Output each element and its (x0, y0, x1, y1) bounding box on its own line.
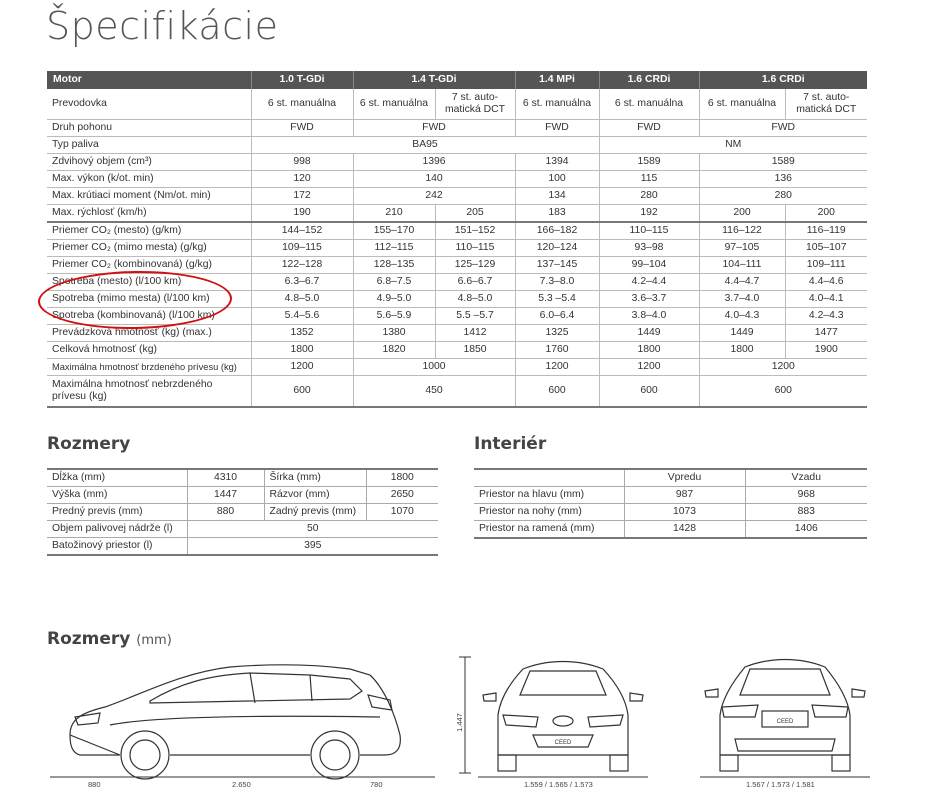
cell: 200 (785, 205, 867, 223)
table-row (47, 538, 438, 556)
dim-value: 1070 (366, 504, 438, 521)
interior-value: 968 (745, 487, 867, 504)
cell: 4.0–4.3 (699, 308, 785, 325)
cell: 1820 (353, 342, 435, 359)
cell: 1850 (435, 342, 515, 359)
cell: 600 (515, 376, 599, 408)
table-row (47, 308, 867, 325)
table-row (474, 504, 867, 521)
dim-label: Šírka (mm) (264, 469, 366, 487)
cell: FWD (251, 120, 353, 137)
cell: 5.5 –5.7 (435, 308, 515, 325)
cell: 1589 (699, 154, 867, 171)
interior-corner (474, 469, 624, 487)
cell: 140 (353, 171, 515, 188)
header-engine: 1.6 CRDi (599, 71, 699, 89)
car-front-view-drawing (478, 655, 648, 780)
cell: 1449 (699, 325, 785, 342)
table-row (47, 222, 867, 240)
table-row (47, 188, 867, 205)
cell: 205 (435, 205, 515, 223)
row-label: Typ paliva (47, 137, 251, 154)
table-row (47, 504, 438, 521)
cell: 1200 (599, 359, 699, 376)
row-label: Priemer CO₂ (kombinovaná) (g/kg) (47, 257, 251, 274)
interior-value: 883 (745, 504, 867, 521)
cell: 242 (353, 188, 515, 205)
interior-value: 1428 (624, 521, 745, 539)
cell: 6.3–6.7 (251, 274, 353, 291)
cell: 3.6–3.7 (599, 291, 699, 308)
interior-value: 1073 (624, 504, 745, 521)
cell: 210 (353, 205, 435, 223)
cell: 6 st. manuálna (599, 89, 699, 120)
page-title: Špecifikácie (46, 4, 279, 48)
interior-heading: Interiér (474, 434, 547, 454)
cell: 6 st. manuálna (353, 89, 435, 120)
table-row (47, 154, 867, 171)
cell: 100 (515, 171, 599, 188)
cell: 5.4–5.6 (251, 308, 353, 325)
cell: 112–115 (353, 240, 435, 257)
cell: 4.8–5.0 (435, 291, 515, 308)
front-badge: CEED (554, 740, 572, 746)
cell: 1396 (353, 154, 515, 171)
dim-label: Batožinový priestor (l) (47, 538, 187, 556)
table-row (47, 342, 867, 359)
cell: 166–182 (515, 222, 599, 240)
cell: NM (599, 137, 867, 154)
col-header: Vzadu (745, 469, 867, 487)
interior-label: Priestor na nohy (mm) (474, 504, 624, 521)
cell: 183 (515, 205, 599, 223)
cell: 4.4–4.6 (785, 274, 867, 291)
cell: 155–170 (353, 222, 435, 240)
cell: 3.8–4.0 (599, 308, 699, 325)
cell: 4.2–4.4 (599, 274, 699, 291)
dim-value: 2650 (366, 487, 438, 504)
cell: 109–111 (785, 257, 867, 274)
table-row (47, 521, 438, 538)
dim-value: 1447 (187, 487, 264, 504)
table-row (47, 376, 867, 408)
cell: BA95 (251, 137, 599, 154)
cell: 6 st. manuálna (515, 89, 599, 120)
dim-value: 1800 (366, 469, 438, 487)
table-row (47, 89, 867, 120)
header-engine: 1.4 T-GDi (353, 71, 515, 89)
cell: 280 (699, 188, 867, 205)
cell: 7.3–8.0 (515, 274, 599, 291)
interior-label: Priestor na ramená (mm) (474, 521, 624, 539)
row-label: Celková hmotnosť (kg) (47, 342, 251, 359)
interior-label: Priestor na hlavu (mm) (474, 487, 624, 504)
row-label: Prevodovka (47, 89, 251, 120)
front-overhang-label: 880 (88, 780, 101, 789)
cell: 136 (699, 171, 867, 188)
table-row (47, 257, 867, 274)
row-label: Max. krútiaci moment (Nm/ot. min) (47, 188, 251, 205)
cell: 4.8–5.0 (251, 291, 353, 308)
row-label: Maximálna hmotnosť nebrzdeného prívesu (kg) (47, 376, 251, 408)
header-motor: Motor (47, 71, 251, 89)
table-row (47, 487, 438, 504)
cell: 109–115 (251, 240, 353, 257)
cell: 97–105 (699, 240, 785, 257)
cell: 93–98 (599, 240, 699, 257)
rear-badge: CEED (776, 719, 794, 725)
cell: 1800 (251, 342, 353, 359)
rear-overhang-label: 780 (370, 780, 383, 789)
cell: FWD (353, 120, 515, 137)
cell: 1200 (251, 359, 353, 376)
header-engine: 1.4 MPi (515, 71, 599, 89)
dim-label: Výška (mm) (47, 487, 187, 504)
cell: 6 st. manuálna (251, 89, 353, 120)
cell: 280 (599, 188, 699, 205)
cell: 600 (251, 376, 353, 408)
row-label: Prevádzková hmotnosť (kg) (max.) (47, 325, 251, 342)
cell: FWD (599, 120, 699, 137)
cell: 1200 (515, 359, 599, 376)
cell: 998 (251, 154, 353, 171)
cell: 110–115 (435, 240, 515, 257)
row-label: Spotreba (mimo mesta) (l/100 km) (47, 291, 251, 308)
cell: 120 (251, 171, 353, 188)
interior-table (474, 468, 867, 539)
row-label: Priemer CO₂ (mimo mesta) (g/kg) (47, 240, 251, 257)
cell: 6 st. manuálna (699, 89, 785, 120)
table-row (47, 469, 438, 487)
header-engine: 1.0 T-GDi (251, 71, 353, 89)
row-label: Max. rýchlosť (km/h) (47, 205, 251, 223)
cell: 1800 (599, 342, 699, 359)
table-row (474, 469, 867, 487)
rear-track-label: 1.567 / 1.573 / 1.581 (746, 780, 815, 789)
cell: 1900 (785, 342, 867, 359)
row-label: Spotreba (mesto) (l/100 km) (47, 274, 251, 291)
cell: 3.7–4.0 (699, 291, 785, 308)
dim-label: Dĺžka (mm) (47, 469, 187, 487)
cell: 104–111 (699, 257, 785, 274)
table-row (47, 291, 867, 308)
cell: 1589 (599, 154, 699, 171)
table-row (47, 171, 867, 188)
table-row (47, 274, 867, 291)
table-row (47, 137, 867, 154)
drawings-heading-text: Rozmery (47, 629, 131, 649)
table-row (474, 487, 867, 504)
row-label: Spotreba (kombinovaná) (l/100 km) (47, 308, 251, 325)
interior-value: 1406 (745, 521, 867, 539)
cell: 172 (251, 188, 353, 205)
cell: FWD (515, 120, 599, 137)
header-engine: 1.6 CRDi (699, 71, 867, 89)
cell: 600 (699, 376, 867, 408)
cell: 600 (599, 376, 699, 408)
dim-value: 880 (187, 504, 264, 521)
table-row (474, 521, 867, 539)
dim-label: Zadný previs (mm) (264, 504, 366, 521)
dimensions-heading: Rozmery (47, 434, 131, 454)
row-label: Zdvihový objem (cm³) (47, 154, 251, 171)
dim-value: 4310 (187, 469, 264, 487)
drawings-heading (47, 629, 172, 649)
cell: 1380 (353, 325, 435, 342)
cell: 1200 (699, 359, 867, 376)
cell: 190 (251, 205, 353, 223)
cell: 1477 (785, 325, 867, 342)
car-rear-view-drawing (700, 655, 870, 780)
cell: 1800 (699, 342, 785, 359)
drawings-heading-unit: (mm) (136, 633, 172, 648)
cell: 105–107 (785, 240, 867, 257)
cell: 1325 (515, 325, 599, 342)
dim-value: 50 (187, 521, 438, 538)
cell: 122–128 (251, 257, 353, 274)
table-row (47, 205, 867, 223)
car-side-view-drawing (50, 655, 435, 780)
interior-value: 987 (624, 487, 745, 504)
cell: 6.0–6.4 (515, 308, 599, 325)
cell: 151–152 (435, 222, 515, 240)
cell: 4.0–4.1 (785, 291, 867, 308)
cell: 4.4–4.7 (699, 274, 785, 291)
cell: 1760 (515, 342, 599, 359)
col-header: Vpredu (624, 469, 745, 487)
row-label: Max. výkon (k/ot. min) (47, 171, 251, 188)
cell: 137–145 (515, 257, 599, 274)
cell: 4.9–5.0 (353, 291, 435, 308)
cell: 1449 (599, 325, 699, 342)
row-label: Maximálna hmotnosť brzdeného prívesu (kg) (47, 359, 251, 376)
wheelbase-label: 2.650 (232, 780, 251, 789)
cell: 4.2–4.3 (785, 308, 867, 325)
dim-label: Rázvor (mm) (264, 487, 366, 504)
table-row (47, 359, 867, 376)
dimensions-table (47, 468, 438, 556)
cell: 5.6–5.9 (353, 308, 435, 325)
spec-table (47, 71, 867, 408)
cell: 115 (599, 171, 699, 188)
cell: 1000 (353, 359, 515, 376)
row-label: Druh pohonu (47, 120, 251, 137)
dim-label: Objem palivovej nádrže (l) (47, 521, 187, 538)
cell: FWD (699, 120, 867, 137)
cell: 1412 (435, 325, 515, 342)
cell: 134 (515, 188, 599, 205)
cell: 7 st. auto-matická DCT (785, 89, 867, 120)
cell: 7 st. auto-matická DCT (435, 89, 515, 120)
dim-label: Predný previs (mm) (47, 504, 187, 521)
cell: 1394 (515, 154, 599, 171)
cell: 120–124 (515, 240, 599, 257)
spec-header-row (47, 71, 867, 89)
front-track-label: 1.559 / 1.565 / 1.573 (524, 780, 593, 789)
row-label: Priemer CO₂ (mesto) (g/km) (47, 222, 251, 240)
dim-value: 395 (187, 538, 438, 556)
cell: 1352 (251, 325, 353, 342)
table-row (47, 325, 867, 342)
cell: 128–135 (353, 257, 435, 274)
cell: 450 (353, 376, 515, 408)
table-row (47, 240, 867, 257)
cell: 200 (699, 205, 785, 223)
cell: 110–115 (599, 222, 699, 240)
cell: 6.8–7.5 (353, 274, 435, 291)
cell: 192 (599, 205, 699, 223)
cell: 125–129 (435, 257, 515, 274)
cell: 6.6–6.7 (435, 274, 515, 291)
cell: 5.3 –5.4 (515, 291, 599, 308)
cell: 99–104 (599, 257, 699, 274)
table-row (47, 120, 867, 137)
cell: 116–119 (785, 222, 867, 240)
cell: 116–122 (699, 222, 785, 240)
height-label: 1.447 (454, 713, 464, 732)
cell: 144–152 (251, 222, 353, 240)
